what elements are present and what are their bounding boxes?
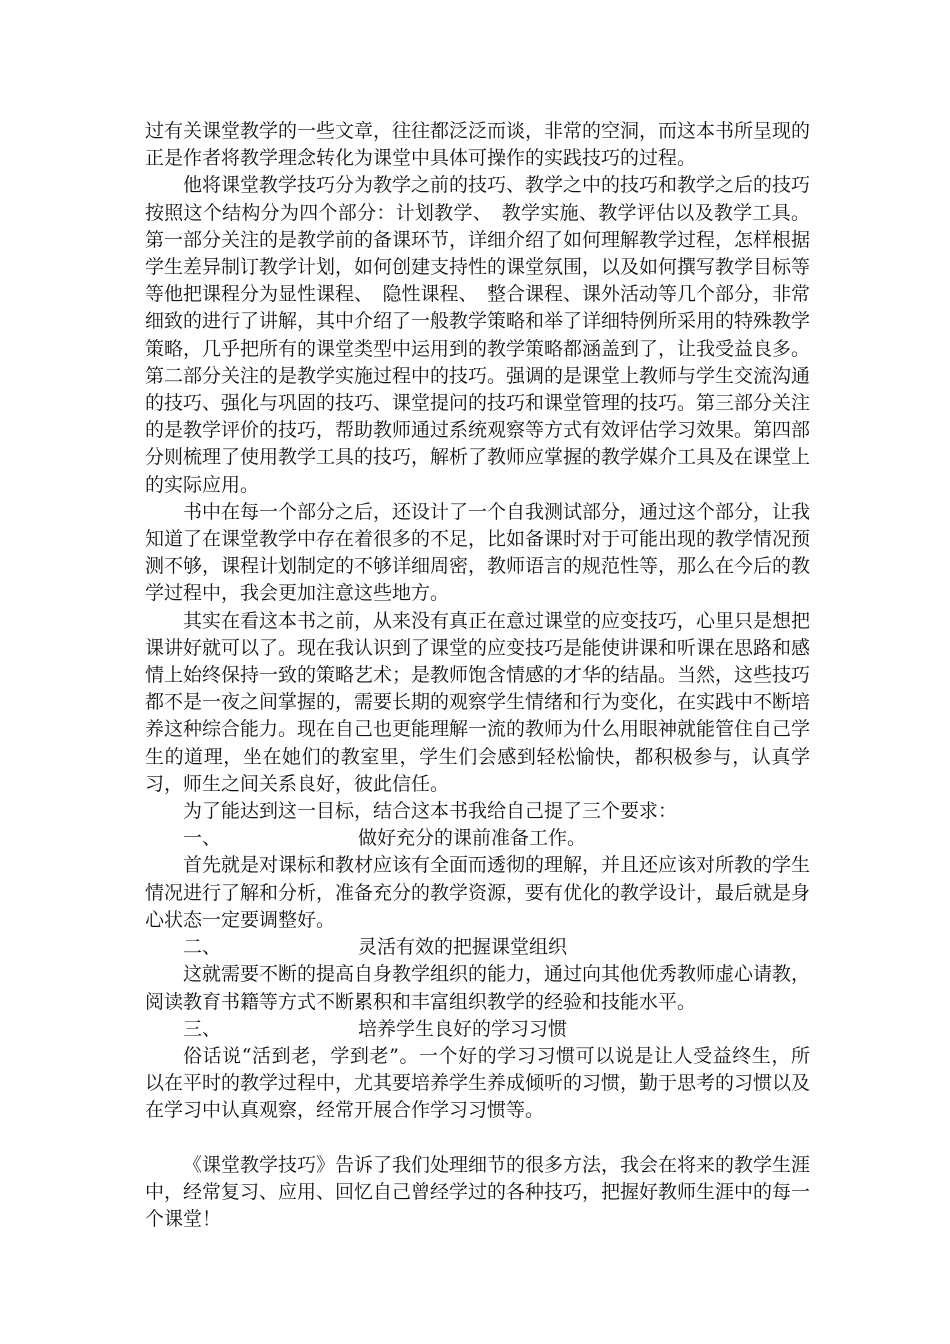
requirement-body-2: 这就需要不断的提高自身教学组织的能力，通过向其他优秀教师虚心请教，阅读教育书籍等方式不断累积和丰富组织教学的经验和技能水平。: [145, 963, 811, 1013]
paragraph-book-structure: 他将课堂教学技巧分为教学之前的技巧、教学之中的技巧和教学之后的技巧按照这个结构分为四个部分：计划教学、 教学实施、教学评估以及教学工具。第一部分关注的是教学前的备课环节，详细介绍了如何理解教学过程，怎样根据学生差异制订教学计划，如何创建支持性的课堂氛围，以及如何撰写教学目标等等他把课程分为显性课程、 隐性课程、 整合课程、课外活动等几个部分，非常细致的进行了讲解，其中介绍了一般教学策略和举了详细特例所采用的特殊教学策略，几乎把所有的课堂类型中运用到的教学策略都涵盖到了，让我受益良多。第二部分关注的是教学实施过程中的技巧。强调的是课堂上教师与学生交流沟通的技巧、强化与巩固的技巧、课堂提问的技巧和课堂管理的技巧。第三部分关注的是教学评价的技巧，帮助教师通过系统观察等方式有效评估学习效果。第四部分则梳理了使用教学工具的技巧，解析了教师应掌握的教学媒介工具及在课堂上的实际应用。: [145, 174, 811, 496]
paragraph-self-test: 书中在每一个部分之后，还设计了一个自我测试部分，通过这个部分，让我知道了在课堂教学中存在着很多的不足，比如备课时对于可能出现的教学情况预测不够，课程计划制定的不够详细周密，教师语言的规范性等，那么在今后的教学过程中，我会更加注意这些地方。: [145, 500, 811, 605]
requirement-number: 三、: [183, 1017, 222, 1040]
paragraph-intro-continued: 过有关课堂教学的一些文章，往往都泛泛而谈，非常的空洞，而这本书所呈现的正是作者将教学理念转化为课堂中具体可操作的实践技巧的过程。: [145, 120, 811, 170]
blank-line: [145, 1125, 810, 1152]
requirement-body-3: 俗话说“活到老，学到老”。一个好的学习习惯可以说是让人受益终生，所以在平时的教学过程中，尤其要培养学生养成倾听的习惯，勤于思考的习惯以及在学习中认真观察，经常开展合作学习习惯等。: [145, 1044, 811, 1122]
requirement-heading-2: [145, 934, 810, 961]
requirement-heading-3: [145, 1016, 810, 1043]
paragraph-conclusion: 《课堂教学技巧》告诉了我们处理细节的很多方法，我会在将来的教学生涯中，经常复习、应用、回忆自己曾经学过的各种技巧，把握好教师生涯中的每一个课堂！: [145, 1153, 811, 1230]
document-page: [145, 118, 810, 1233]
paragraph-adaptability: 其实在看这本书之前，从来没有真正在意过课堂的应变技巧，心里只是想把课讲好就可以了。现在我认识到了课堂的应变技巧是能使讲课和听课在思路和感情上始终保持一致的策略艺术；是教师饱含情感的才华的结晶。当然，这些技巧都不是一夜之间掌握的，需要长期的观察学生情绪和行为变化，在实践中不断培养这种综合能力。现在自己也更能理解一流的教师为什么用眼神就能管住自己学生的道理，坐在她们的教室里，学生们会感到轻松愉快，都积极参与，认真学习，师生之间关系良好，彼此信任。: [145, 609, 811, 795]
requirement-number: 一、: [183, 827, 222, 850]
requirement-title: 培养学生良好的学习习惯: [358, 1017, 568, 1040]
requirement-title: 灵活有效的把握课堂组织: [358, 936, 568, 959]
requirement-body-1: 首先就是对课标和教材应该有全面而透彻的理解，并且还应该对所教的学生情况进行了解和分析，准备充分的教学资源，要有优化的教学设计，最后就是身心状态一定要调整好。: [145, 854, 811, 931]
paragraph-requirements-intro: 为了能达到这一目标，结合这本书我给自己提了三个要求：: [183, 800, 678, 823]
requirement-number: 二、: [183, 936, 222, 959]
requirement-title: 做好充分的课前准备工作。: [358, 827, 587, 850]
requirement-heading-1: [145, 825, 810, 852]
